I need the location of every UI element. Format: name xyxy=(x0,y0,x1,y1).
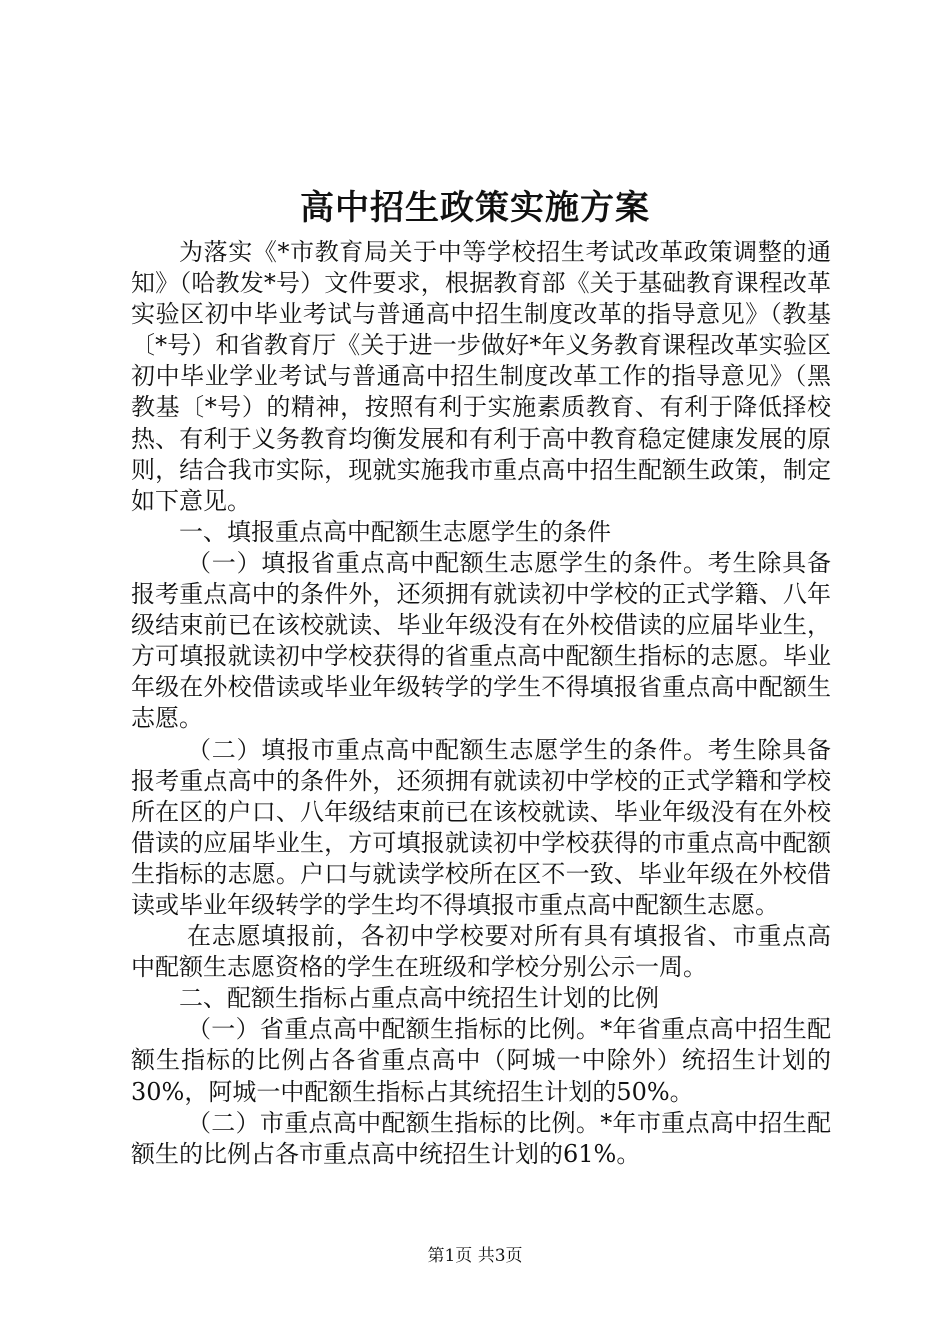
body-paragraph-1-1: （一）填报省重点高中配额生志愿学生的条件。考生除具备报考重点高中的条件外，还须拥有就读初中学校的正式学籍、八年级结束前已在该校就读、毕业年级没有在外校借读的应届毕业生，方可填报就读初中学校获得的省重点高中配额生指标的志愿。毕业年级在外校借读或毕业年级转学的学生不得填报省重点高中配额生志愿。 xyxy=(131,548,831,733)
page-footer: 第1页 共3页 xyxy=(427,1246,523,1266)
body-paragraph-publicity: 在志愿填报前，各初中学校要对所有具有填报省、市重点高中配额生志愿资格的学生在班级和学校分别公示一周。 xyxy=(131,922,831,982)
section-heading-1: 一、填报重点高中配额生志愿学生的条件 xyxy=(179,517,611,546)
body-paragraph-2-1: （一）省重点高中配额生指标的比例。*年省重点高中招生配额生指标的比例占各省重点高中（阿城一中除外）统招生计划的30%，阿城一中配额生指标占其统招生计划的50%。 xyxy=(131,1015,831,1106)
document-title: 高中招生政策实施方案 xyxy=(300,188,650,228)
document-body xyxy=(131,237,831,1170)
body-paragraph-intro: 为落实《*市教育局关于中等学校招生考试改革政策调整的通知》（哈教发*号）文件要求，根据教育部《关于基础教育课程改革实验区初中毕业考试与普通高中招生制度改革的指导意见》（教基〔*号）和省教育厅《关于进一步做好*年义务教育课程改革实验区初中毕业学业考试与普通高中招生制度改革工作的指导意见》（黑教基〔*号）的精神，按照有利于实施素质教育、有利于降低择校热、有利于义务教育均衡发展和有利于高中教育稳定健康发展的原则，结合我市实际，现就实施我市重点高中招生配额生政策，制定如下意见。 xyxy=(131,238,831,515)
body-paragraph-2-2: （二）市重点高中配额生指标的比例。*年市重点高中招生配额生的比例占各市重点高中统招生计划的61%。 xyxy=(131,1108,831,1168)
body-paragraph-1-2: （二）填报市重点高中配额生志愿学生的条件。考生除具备报考重点高中的条件外，还须拥有就读初中学校的正式学籍和学校所在区的户口、八年级结束前已在该校就读、毕业年级没有在外校借读的应届毕业生，方可填报就读初中学校获得的市重点高中配额生指标的志愿。户口与就读学校所在区不一致、毕业年级在外校借读或毕业年级转学的学生均不得填报市重点高中配额生志愿。 xyxy=(131,735,831,919)
section-heading-2: 二、配额生指标占重点高中统招生计划的比例 xyxy=(179,984,659,1013)
